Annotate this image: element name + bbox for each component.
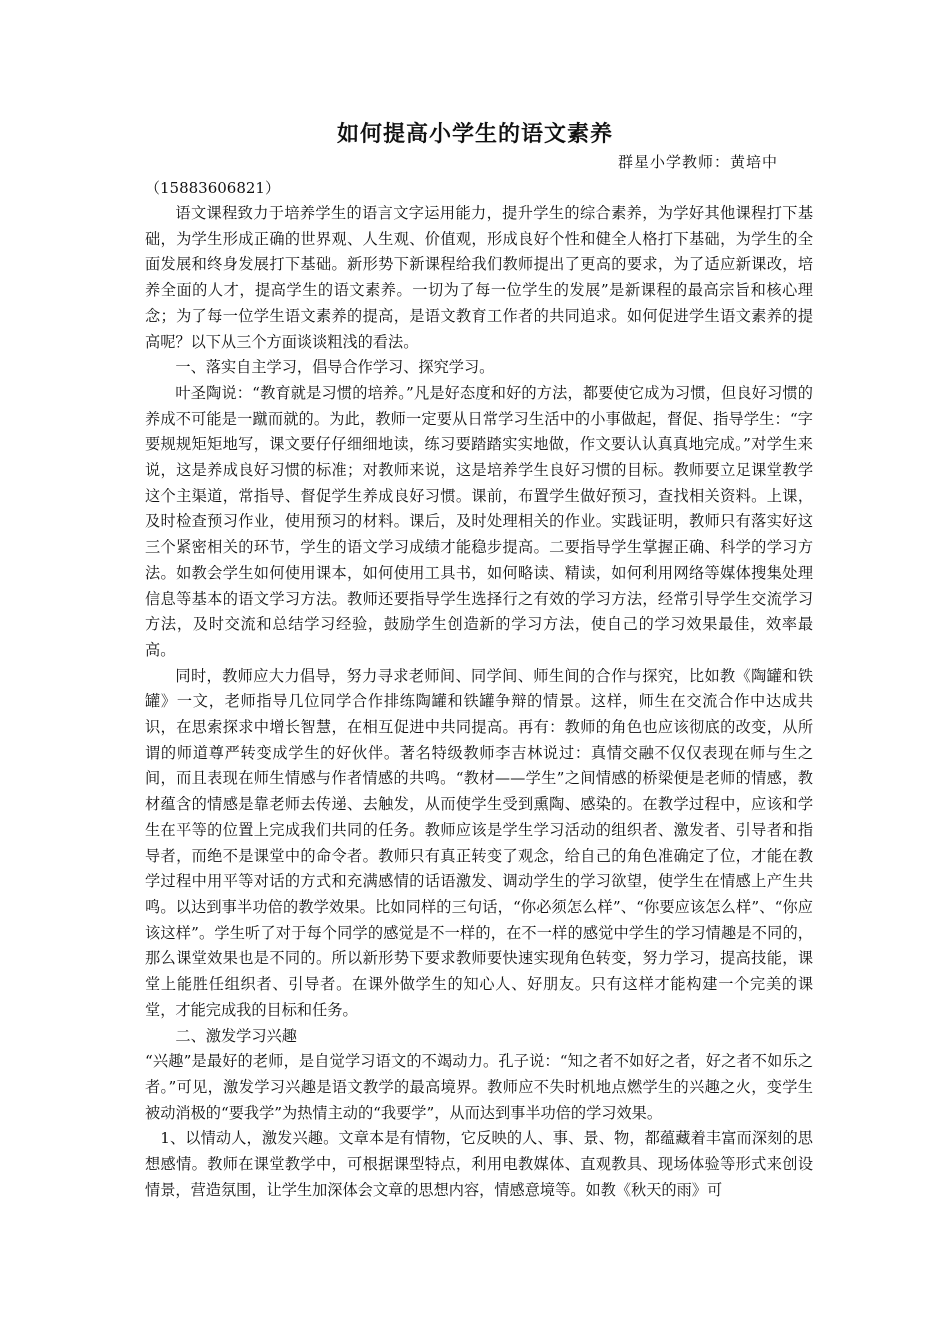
paragraph-interest: “兴趣”是最好的老师，是自觉学习语文的不竭动力。孔子说：“知之者不如好之者，好之者不如乐之者。”可见，激发学习兴趣是语文教学的最高境界。教师应不失时机地点燃学生的兴趣之火，变学生被动消极的“要我学”为热情主动的“我要学”，从而达到事半功倍的学习效果。 xyxy=(145,1052,813,1122)
section-heading-1: 一、落实自主学习，倡导合作学习、探究学习。 xyxy=(175,358,495,377)
author-phone: （15883606821） xyxy=(145,179,280,197)
paragraph-cooperation: 同时，教师应大力倡导，努力寻求老师间、同学间、师生间的合作与探究，比如教《陶罐和铁罐》一文，老师指导几位同学合作排练陶罐和铁罐争辩的情景。这样，师生在交流合作中达成共识，在思索探求中增长智慧，在相互促进中共同提高。再有：教师的角色也应该彻底的改变，从所谓的师道尊严转变成学生的好伙伴。著名特级教师李吉林说过：真情交融不仅仅表现在师与生之间，而且表现在师生情感与作者情感的共鸣。“教材——学生”之间情感的桥梁便是老师的情感，教材蕴含的情感是靠老师去传递、去触发，从而使学生受到熏陶、感染的。在教学过程中，应该和学生在平等的位置上完成我们共同的任务。教师应该是学生学习活动的组织者、激发者、引导者和指导者，而绝不是课堂中的命令者。教师只有真正转变了观念，给自己的角色准确定了位，才能在教学过程中用平等对话的方式和充满感情的话语激发、调动学生的学习欲望，使学生在情感上产生共鸣。以达到事半功倍的教学效果。比如同样的三句话，“你必须怎么样”、“你要应该怎么样”、“你应该这样”。学生听了对于每个同学的感觉是不一样的，在不一样的感觉中学生的学习情趣是不同的，那么课堂效果也是不同的。所以新形势下要求教师要快速实现角色转变，努力学习，提高技能，课堂上能胜任组织者、引导者。在课外做学生的知心人、好朋友。只有这样才能构建一个完美的课堂，才能完成我的目标和任务。 xyxy=(145,666,813,1019)
section-heading-2: 二、激发学习兴趣 xyxy=(175,1026,297,1045)
paragraph-emotion: 1、以情动人，激发兴趣。文章本是有情物，它反映的人、事、景、物，都蕴藏着丰富而深刻的思想感情。教师在课堂教学中，可根据课型特点，利用电教媒体、直观教具、现场体验等形式来创设情景，营造氛围，让学生加深体会文章的思想内容，情感意境等。如教《秋天的雨》可 xyxy=(145,1129,813,1199)
paragraph-habits: 叶圣陶说：“教育就是习惯的培养。”凡是好态度和好的方法，都要使它成为习惯，但良好习惯的养成不可能是一蹴而就的。为此，教师一定要从日常学习生活中的小事做起，督促、指导学生：“字要规规矩矩地写，课文要仔仔细细地读，练习要踏踏实实地做，作文要认认真真地完成。”对学生来说，这是养成良好习惯的标准；对教师来说，这是培养学生良好习惯的目标。教师要立足课堂教学这个主渠道，常指导、督促学生养成良好习惯。课前，布置学生做好预习，查找相关资料。上课，及时检查预习作业，使用预习的材料。课后，及时处理相关的作业。实践证明，教师只有落实好这三个紧密相关的环节，学生的语文学习成绩才能稳步提高。二要指导学生掌握正确、科学的学习方法。如教会学生如何使用课本，如何使用工具书，如何略读、精读，如何利用网络等媒体搜集处理信息等基本的语文学习方法。教师还要指导学生选择行之有效的学习方法，经常引导学生交流学习方法，及时交流和总结学习经验，鼓励学生创造新的学习方法，使自己的学习效果最佳，效率最高。 xyxy=(145,383,813,659)
document-title: 如何提高小学生的语文素养 xyxy=(336,121,613,147)
paragraph-intro: 语文课程致力于培养学生的语言文字运用能力，提升学生的综合素养，为学好其他课程打下基础，为学生形成正确的世界观、人生观、价值观，形成良好个性和健全人格打下基础，为学生的全面发展和终身发展打下基础。新形势下新课程给我们教师提出了更高的要求，为了适应新课改，培养全面的人才，提高学生的语文素养。一切为了每一位学生的发展”是新课程的最高宗旨和核心理念；为了每一位学生语文素养的提高，是语文教育工作者的共同追求。如何促进学生语文素养的提高呢？以下从三个方面谈谈粗浅的看法。 xyxy=(145,204,813,351)
document-body xyxy=(145,201,813,1203)
author-byline: 群星小学教师：黄培中 xyxy=(618,153,779,171)
